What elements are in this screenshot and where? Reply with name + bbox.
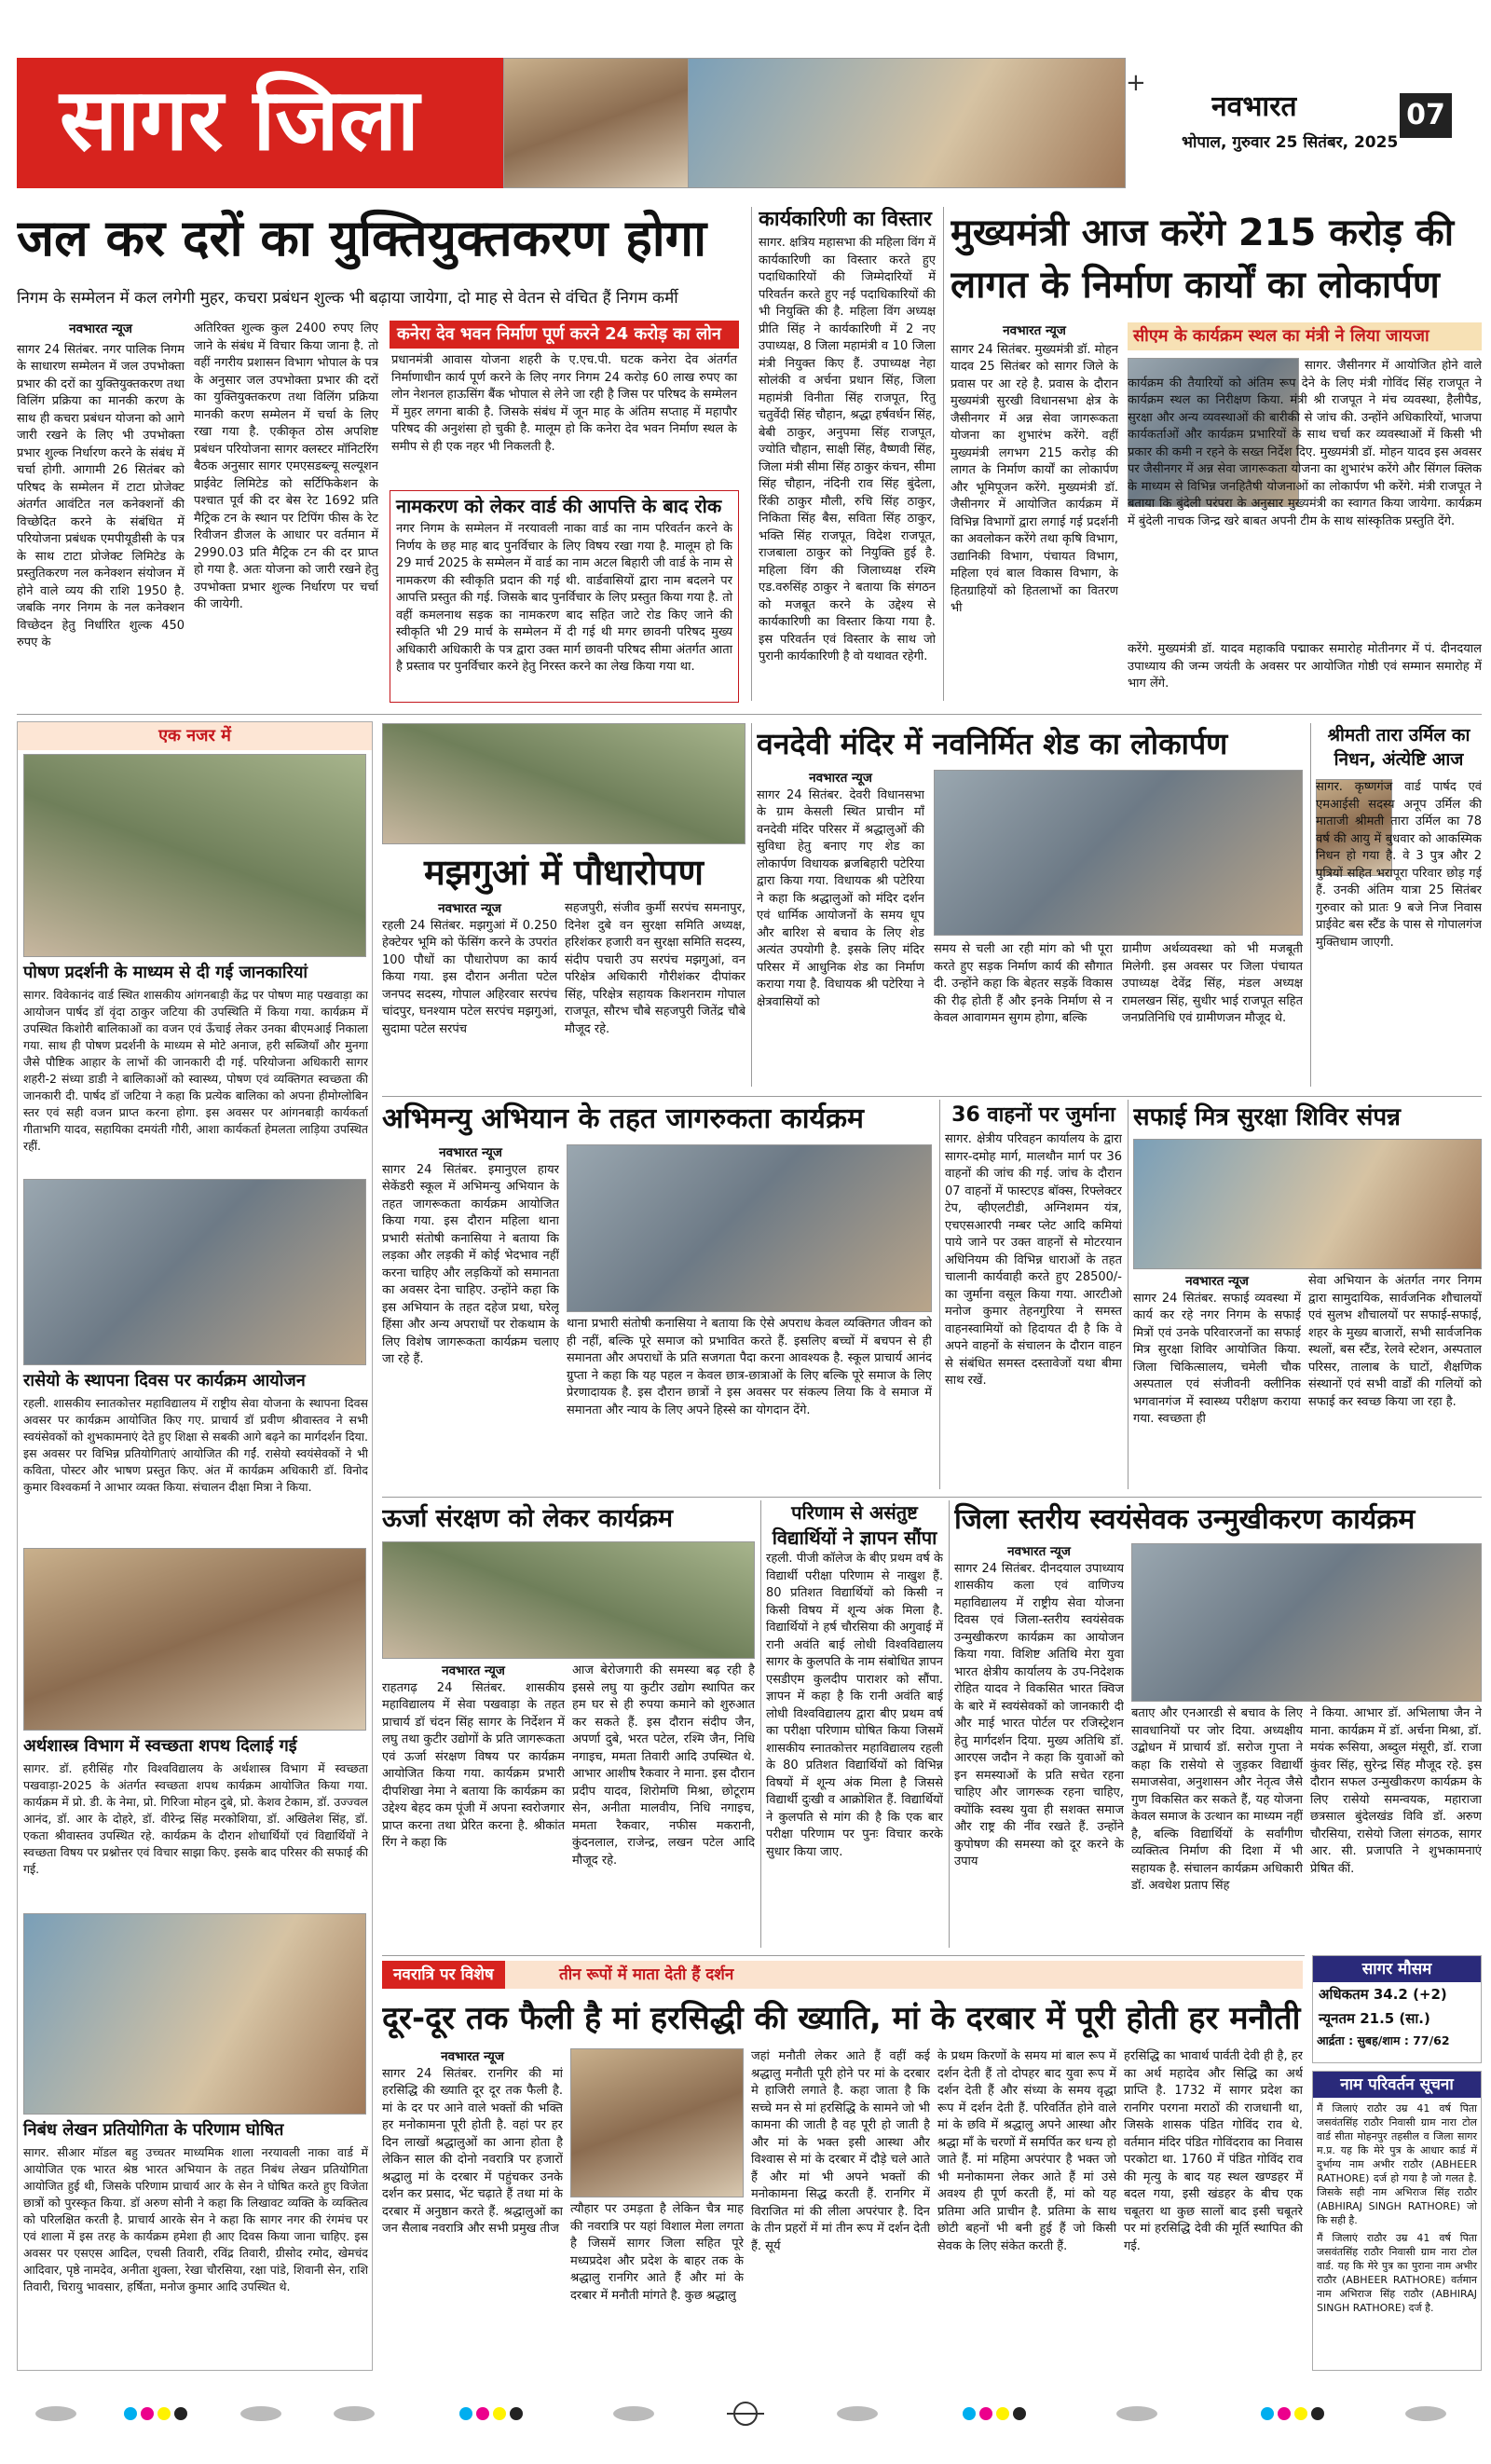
ek-nazar-label: एक नजर में — [18, 722, 372, 750]
reg-mark-top: + — [1126, 69, 1146, 97]
safai-col1 — [1133, 1273, 1301, 1489]
vahan-text: सागर. क्षेत्रीय परिवहन कार्यालय के द्वारा सागर-दमोह मार्ग, मालथौन मार्ग पर 36 वाहनों की जांच की गई. जांच के दौरान 07 वाहनों में फास्टएड बॉक्स, रिफ्लेक्टर टेप, व्हीएलटीडी, अग्निशमन यंत्र, एचएसआरपी नम्बर प्लेट आदि कमियां पाये जाने पर उक्त वाहनों से मोटरयान अधिनियम की विभिन्न धाराओं के तहत चालानी कार्यवाही करते हुए 28500/- का जुर्माना वसूल किया गया. आरटीओ मनोज कुमार तेहनगुरिया ने समस्त वाहनस्वामियों को हिदायत दी है कि वे अपने वाहनों के संचालन के दौरान वाहन से संबंधित समस्त दस्तावेजों यथा बीमा साथ रखें. — [945, 1132, 1122, 1388]
navratri-text3: जहां मनौती लेकर आते हैं वहीं कई श्रद्धालु मनौती पूरी होने पर मां के दरबार मे हाजिरी लगाते है. कहा जाता है कि सच्चे मन से मां हरसिद्धि के सामने जो भी कामना की जाती है वह पूरी हो जाती है और मां के भक्त इसी आस्था और विश्वास से मां के दरबार में दौड़े चले आते हैं और मां भी अपने भक्तों की मनोकामना सिद्ध करती हैं. रानगिर में विराजित मां की लीला अपरंपार है. दिन के तीन प्रहरों में मां तीन रूप में दर्शन देती हैं. सूर्य — [751, 2049, 930, 2253]
parinam-text: रहली. पीजी कॉलेज के बीए प्रथम वर्ष के विद्यार्थी परीक्षा परिणाम से नाखुश हैं. 80 प्रतिशत विद्यार्थियों को किसी न किसी विषय में शून्य अंक मिला है. विद्यार्थियों ने हर्ष चौरसिया की अगुवाई में रानी अवंति बाई लोधी विश्वविद्यालय सागर के कुलपति के नाम संबोधित ज्ञापन एसडीएम कुलदीप पाराशर को सौंपा. ज्ञापन में कहा है कि रानी अवंति बाई लोधी विश्वविद्यालय द्वारा बीए प्रथम वर्ष का परीक्षा परिणाम घोषित किया जिसमें शासकीय स्नातकोत्तर महाविद्यालय रहली के 80 प्रतिशत विद्यार्थियों को विभिन्न विषयों में शून्य अंक मिला है जिससे विद्यार्थी दुःखी व आक्रोशित हैं. विद्यार्थियों ने कुलपति से मांग की है कि एक बार परीक्षा परिणाम पर पुनः विचार करके सुधार किया जाए. — [766, 1552, 943, 1859]
abhimanyu-byline: नवभारत न्यूज — [439, 1145, 502, 1160]
cm-subhead-box — [1128, 322, 1482, 350]
urja-text2: आज बेरोजगारी की समस्या बढ़ रही है इससे लघु या कुटीर उद्योग स्थापित कर हम घर से ही रुपया कमाने को शुरुआत कर सकते हैं. इस दौरान संदीप जैन, अपर्णा दुबे, भरत पटेल, रश्मि जैन, निधि नगाइच, ममता तिवारी आदि उपस्थित थे. आभार आशीष रैकवार ने माना. इस दौरान प्रदीप यादव, शिरोमणि मिश्रा, छोटूराम सेन, अनीता मालवीय, निधि नगाइच, ममता रैकवार, नफीस मकरानी, कुंदनलाल, राजेन्द्र, लखन पटेल आदि मौजूद रहे. — [572, 1663, 755, 1868]
navratri-headline: दूर-दूर तक फैली है मां हरसिद्धी की ख्याति, मां के दरबार में पूरी होती हर मनौती — [382, 2000, 1301, 2037]
vahan-story — [945, 1100, 1122, 1489]
karyakarini-headline: कार्यकारिणी का विस्तार — [759, 208, 932, 231]
raseyo-photo — [23, 1179, 366, 1365]
divider — [751, 207, 752, 701]
header-photo-sculpture — [503, 58, 690, 188]
ek-nazar-item-text: सागर. विवेकानंद वार्ड स्थित शासकीय आंगनबाड़ी केंद्र पर पोषण माह पखवाड़ा का आयोजन पार्षद डॉ वृंदा ठाकुर जटिया की उपस्थिति में किया गया. कार्यक्रम में उपस्थित किशोरी बालिकाओं का वजन एवं ऊँचाई लेकर उनका बीएमआई निकाला गया. साथ ही पोषण प्रदर्शनी के माध्यम से मोटे अनाज, हरी सब्जियाँ और मुनगा जैसे पौष्टिक आहार के लाभों की जानकारी दी गई. परियोजना अधिकारी सागर शहरी-2 संध्या डाडी ने बालिकाओं को स्वास्थ्य, पोषण एवं व्यक्तिगत स्वच्छता की जानकारी दी. पार्षद डॉ जटिया ने कहा कि प्रत्येक बालिका को अपना हीमोग्लोबिन स्तर एवं सही वजन प्राप्त करना होगा. इस अवसर पर आंगनबाड़ी कार्यकर्ता गीताभगि यादव, सहायिका दमयंती गौरी, आशा कार्यकर्ता हेमलता लाड़िया उपस्थित रहीं. — [23, 988, 368, 1153]
vanadevi-headline: वनदेवी मंदिर में नवनिर्मित शेड का लोकार्पण — [757, 726, 1228, 761]
parinam-headline: परिणाम से असंतुष्ट विद्यार्थियों ने ज्ञापन सौंपा — [772, 1501, 937, 1549]
ek-nazar-column — [17, 721, 373, 2371]
majhguan-headline: मझगुआं में पौधारोपण — [424, 852, 704, 893]
safai-photo — [1133, 1139, 1482, 1269]
nibandh-photo — [23, 1913, 366, 2115]
color-registration-marks — [0, 2382, 1491, 2464]
vanadevi-text1: सागर 24 सितंबर. देवरी विधानसभा के ग्राम केसली स्थित प्राचीन माँ वनदेवी मंदिर परिसर में श्रद्धालुओं की सुविधा हेतु बनाए गए शेड का लोकार्पण विधायक ब्रजबिहारी पटेरिया द्वारा किया गया. विधायक श्री पटेरिया ने कहा कि श्रद्धालुओं को मंदिर दर्शन एवं धार्मिक आयोजनों के समय धूप और बारिश से बचाव के लिए शेड अत्यंत उपयोगी है. इसके लिए मंदिर परिसर में आधुनिक शेड का निर्माण कराया गया है. विधायक श्री पटेरिया ने क्षेत्रवासियों को — [757, 787, 924, 1009]
vanadevi-byline: नवभारत न्यूज — [809, 771, 872, 786]
swayamsevak-headline: जिला स्तरीय स्वयंसेवक उन्मुखीकरण कार्यक्रम — [954, 1503, 1416, 1536]
top-registration-strip — [0, 0, 1491, 56]
cm-text2: सागर. जैसीनगर में आयोजित होने वाले कार्यक्रम की तैयारियों को अंतिम रूप देने के लिए मंत्री गोविंद सिंह राजपूत ने कार्यक्रम स्थल का निरीक्षण किया. मंत्री श्री राजपूत ने मंच व्यवस्था, हैलीपैड, सुरक्षा और अन्य व्यवस्थाओं की बारीकी से जांच की. उन्होंने अधिकारियों, भाजपा कार्यकर्ताओं और कार्यक्रम प्रभारियों के साथ चर्चा कर व्यवस्थाओं में किसी भी प्रकार की कमी न रहने के सख्त निर्देश दिए. मुख्यमंत्री डॉ. मोहन यादव इस अवसर पर जैसीनगर में अन्न सेवा जागरूकता योजना का शुभारंभ करेंगे और सिंगल क्लिक के माध्यम से विभिन्न जनहितैषी योजनाओं का लोकार्पण भी करेंगे. मंत्री राजपूत ने बताया कि बुंदेली परंपरा के अनुसार मुख्यमंत्री का स्वागत किया जायेगा. कार्यक्रम में बुंदेली नाचक जिन्द्र खरे बाबत अपनी टीम के साथ सांस्कृतिक प्रस्तुति देंगे. — [1128, 359, 1482, 528]
mausam-humidity: आर्द्रता : सुबह/शाम : 77/62 — [1317, 2033, 1450, 2047]
naam-title: नाम परिवर्तन सूचना — [1313, 2072, 1481, 2098]
divider — [939, 1100, 940, 1489]
navratri-tag-bar — [382, 1961, 1303, 1989]
karyakarini-story — [759, 207, 936, 701]
lead-col2: अतिरिक्त शुल्क कुल 2400 रुपए लिए जाने के संबंध में विचार किया जाना है. तो वहीं नगरीय प्रशासन विभाग भोपाल के पत्र के अनुसार जल उपभोक्ता प्रभार की दरों का युक्तियुक्तकरण तथा विलिंग प्रक्रिया मानकी करण सम्मेलन में चर्चा के लिए रखा गया है. एकीकृत ठोस अपशिष्ट प्रबंधन परियोजना सागर क्लस्टर मॉनिटरिंग बैठक अनुसार सागर एमएसडब्ल्यू सल्यूशन प्राईवेट लिमिटेड को सर्टिफिकेशन के पश्चात पूर्व की दर बेस रेट 1692 प्रति मैट्रिक टन के स्थान पर टिपिंग फीस के रेट रिवीजन डीजल के आधार पर वर्तमान में 2990.03 प्रति मैट्रिक टन की दर प्राप्त हो गया है. अतः योजना को जारी रखने हेतु उपभोक्ता प्रभार शुल्क निर्धारण पर चर्चा की जायेगी. — [194, 322, 378, 611]
divider — [1128, 1100, 1129, 1489]
swayamsevak-col1 — [954, 1543, 1124, 1948]
lead-box1-text: प्रधानमंत्री आवास योजना शहरी के ए.एच.पी. घटक कनेरा देव अंतर्गत निर्माणाधीन कार्य पूर्ण करने के लिए नगर निगम 24 करोड़ 60 लाख रुपए का लोन नेशनल हाऊसिंग बैंक भोपाल से लेने जा रही है जिस पर परिषद के सम्मेलन में मुहर लगना बाकी है. जिसके संबंध में जून माह के अंतिम सप्ताह में महापौर परिषद की अनुशंसा हो चुकी है. मालूम हो कि कनेरा देव भवन निर्माण स्थल के समीप से ही एक नहर भी निकलती है. — [391, 353, 737, 454]
cm-byline: नवभारत न्यूज — [1003, 323, 1066, 338]
naam-notice: मैं जिलाएं राठौर उम्र 41 वर्ष पिता जसवंतसिंह राठौर निवासी ग्राम नारा टोल वार्ड. यह कि मेरे पुत्र का पुराना नाम अभीर राठौर (ABHEER RATHORE) वर्तमान नाम अभिराज सिंह राठौर (ABHIRAJ SINGH RATHORE) दर्ज है. — [1317, 2232, 1477, 2314]
page-number: 07 — [1400, 93, 1452, 138]
swayamsevak-text2: बताए और एनआरडी से बचाव के लिए सावधानियों पर जोर दिया. अध्यक्षीय उद्बोधन में प्राचार्य डॉ. सरोज गुप्ता ने कहा कि रासेयो से जुड़कर विद्यार्थी समाजसेवा, अनुशासन और नेतृत्व जैसे गुण विकसित कर सकते हैं, यह योजना केवल समाज के उत्थान का माध्यम नहीं है, बल्कि विद्यार्थियों के सर्वांगीण व्यक्तित्व निर्माण की दिशा में भी सहायक है. संचालन कार्यक्रम अधिकारी डॉ. अवधेश प्रताप सिंह — [1131, 1706, 1303, 1893]
vanadevi-photo — [934, 770, 1303, 936]
ek-nazar-item-headline: निबंध लेखन प्रतियोगिता के परिणाम घोषित — [23, 2120, 284, 2140]
urja-byline: नवभारत न्यूज — [442, 1663, 505, 1678]
mausam-box — [1312, 1955, 1482, 2063]
abhimanyu-col1 — [382, 1144, 559, 1489]
row-divider — [382, 1497, 1482, 1498]
divider — [760, 1500, 761, 1948]
swayamsevak-photo — [1131, 1543, 1482, 1702]
lead-headline: जल कर दरों का युक्तियुक्तकरण होगा — [17, 209, 707, 267]
divider — [1310, 723, 1311, 1087]
navratri-tag: नवरात्रि पर विशेष — [382, 1961, 505, 1989]
navratri-text5: हरसिद्धि का भावार्थ पार्वती देवी ही है, हर का अर्थ महादेव और सिद्धि का अर्थ प्राप्ति है. 1732 में सागर प्रदेश का रानगिर परगना मराठों की राजधानी था, जिसके शासक पंडित गोविंद राव थे. वर्तमान मंदिर पंडित गोविंदराव का निवास परकोटा था. 1760 में पंडित गोविंद राव की मृत्यु के बाद यह स्थल खण्डहर में बदल गया, इसी खंडहर के बीच एक चबूतरा था कुछ सालों बाद इसी चबूतरे पर मां हरसिद्धि देवी की मूर्ति स्थापित की गई. — [1124, 2049, 1303, 2253]
divider — [949, 1500, 950, 1948]
majhguan-photo — [382, 723, 746, 844]
naam-box — [1312, 2071, 1482, 2371]
lead-byline: नवभारत न्यूज — [69, 322, 132, 336]
vanadevi-text3: ग्रामीण अर्थव्यवस्था को भी मजबूती मिलेगी. इस अवसर पर जिला पंचायत उपाध्यक्ष देवेंद्र सिंह, मंडल अध्यक्ष रामलखन सिंह, सुधीर भाई राजपूत सहित जनप्रतिनिधि एवं ग्रामीणजन मौजूद थे. — [1122, 942, 1303, 1025]
tara-story — [1316, 723, 1482, 1087]
swayamsevak-text3: ने किया. आभार डॉ. अभिलाषा जैन ने माना. कार्यक्रम में डॉ. अर्चना मिश्रा, डॉ. मयंक रूसिया, अब्दुल मंसूरी, डॉ. राजा कुंवर सिंह, सुरेन्द्र सिंह मौजूद रहे. इस दौरान सफल उन्मुखीकरण कार्यक्रम के लिए रासेयो समन्वयक, महाराजा छत्रसाल बुंदेलखंड विवि डॉ. अरुण चौरसिया, रासेयो जिला संगठक, सागर आर. सी. प्रजापति ने शुभकामनाएं प्रेषित कीं. — [1310, 1706, 1482, 1876]
bottom-registration-strip — [0, 2382, 1491, 2464]
row-divider — [382, 1096, 1482, 1097]
lead-col1 — [17, 321, 185, 703]
navratri-text1: सागर 24 सितंबर. रानगिर की मां हरसिद्धि की ख्याति दूर दूर तक फैली है. मां के दर पर आने वाले भक्तों की भक्ति हर मनोकामना पूरी होती है. वहां पर हर दिन लाखों श्रद्धालुओं का आना होता है लेकिन साल की दोनो नवरात्रि पर हजारों श्रद्धालु मां के दरबार में पहुंचकर उनके दर्शन कर प्रसाद, भेंट चढ़ाते हैं तथा मां के दरबार में अनुष्ठान करते हैं. श्रद्धालुओं का जन सैलाब नवरात्रि और सभी प्रमुख तीज — [382, 2066, 563, 2236]
header-photo-lake — [688, 58, 1126, 188]
ek-nazar-item-headline: रासेयो के स्थापना दिवस पर कार्यक्रम आयोजन — [23, 1371, 306, 1390]
mausam-max: अधिकतम 34.2 (+2) — [1319, 1986, 1447, 2003]
divider — [943, 207, 944, 701]
cm-headline: मुख्यमंत्री आज करेंगे 215 करोड़ की लागत के निर्माण कार्यों का लोकार्पण — [951, 212, 1455, 307]
navratri-text4: के प्रथम किरणों के समय मां बाल रूप में दर्शन देती हैं तो दोपहर बाद युवा रूप में दर्शन देती हैं और संध्या के समय वृद्धा रूप में दर्शन देती हैं. परिवर्तित होने वाले मां के छवि में श्रद्धालु अपने आस्था और श्रद्धा माँ के चरणों में समर्पित कर धन्य हो जाते हैं. मां महिमा अपरंपार है भक्त जो भी मनोकामना लेकर आते हैं मां उसे अवश्य ही पूर्ण करती हैं, मां को यह प्रतिमा अति प्राचीन है. प्रतिमा के साथ छोटी बहनों भी बनी हुई हैं जो किसी सेवक के लिए संकेत करती हैं. — [937, 2049, 1116, 2253]
karyakarini-text: सागर. क्षत्रिय महासभा की महिला विंग में कार्यकारिणी का विस्तार करते हुए पदाधिकारियों की जिम्मेदारियों में परिवर्तन करते हुए नई पदाधिकारियों की भी नियुक्ति की है. महिला विंग अध्यक्ष प्रीति सिंह ने कार्यकारिणी में 2 नए उपाध्यक्ष, 8 जिला महामंत्री व 10 जिला मंत्री नियुक्त किए हैं. उपाध्यक्ष नेहा सोलंकी व अर्चना प्रधान सिंह, जिला महामंत्री विनीता सिंह राजपूत, रितु चतुर्वेदी सिंह चौहान, श्रद्धा हर्षवर्धन सिंह, बेबी ठाकुर, अनुपमा सिंह राजपूत, ज्योति चौहान, साक्षी सिंह, वैष्णवी सिंह, जिला मंत्री सीमा सिंह ठाकुर कंचन, सीमा सिंह चौहान, नंदिनी राव सिंह बुंदेला, रिंकी ठाकुर मौली, रुचि सिंह ठाकुर, निकिता सिंह बैस, सविता सिंह ठाकुर, भक्ति सिंह राजपूत, विदेश राजपूत, राजबाला ठाकुर को नियुक्ति हुई है. महिला विंग की जिलाध्यक्ष रश्मि एड.वरुसिंह ठाकुर ने बताया कि संगठन को मजबूत करने के उद्देश्य से कार्यकारिणी का विस्तार किया गया है. इस परिवर्तन एवं विस्तार के साथ जो पुरानी कार्यकारिणी है वो यथावत रहेगी. — [759, 236, 936, 664]
cm-col1 — [951, 322, 1118, 703]
paper-name: नवभारत — [1211, 90, 1297, 123]
lead-box1 — [390, 321, 739, 481]
vanadevi-col1 — [757, 770, 924, 1087]
ek-nazar-item-headline: अर्थशास्त्र विभाग में स्वच्छता शपथ दिलाई गई — [23, 1736, 297, 1756]
mausam-title: सागर मौसम — [1313, 1956, 1481, 1982]
row-divider — [382, 1955, 1305, 1956]
vanadevi-text2: समय से चली आ रही मांग को भी पूरा करते हुए सड़क निर्माण कार्य की सौगात दी. उन्होंने कहा कि बेहतर सड़कें विकास की रीढ़ होती हैं और इनके निर्माण से न केवल आवागमन सुगम होगा, बल्कि — [934, 942, 1113, 1025]
safai-headline: सफाई मित्र सुरक्षा शिविर संपन्न — [1133, 1103, 1401, 1131]
safai-text1: सागर 24 सितंबर. सफाई व्यवस्था में कार्य कर रहे नगर निगम के सफाई मित्रों एवं उनके परिवारजनों का सफाई मित्र सुरक्षा शिविर आयोजित किया. जिला चिकित्सालय, चमेली चौक अस्पताल एवं संजीवनी क्लीनिक भगवानगंज में स्वास्थ्य परीक्षण कराया गया. स्वच्छता ही — [1133, 1291, 1301, 1426]
tara-text: सागर. कृष्णगंज वार्ड पार्षद एवं एमआईसी सदस्य अनूप उर्मिल की माताजी श्रीमती तारा उर्मिल का 78 वर्ष की आयु में बुधवार को आकस्मिक निधन हो गया है. वे 3 पुत्र और 2 पुत्रियों सहित भरापूरा परिवार छोड़ गई हैं. उनकी अंतिम यात्रा 25 सितंबर गुरुवार को प्रातः 9 बजे निज निवास प्राईवेट बस स्टैंड के पास से गोपालगंज मुक्तिधाम जाएगी. — [1316, 780, 1482, 950]
abhimanyu-quote: थाना प्रभारी संतोषी कनासिया ने बताया कि ऐसे अपराध केवल व्यक्तिगत जीवन को ही नहीं, बल्कि पूरे समाज को प्रभावित करते हैं. इसलिए बच्चों में बचपन से ही समानता और अपराधों के प्रति सजगता पैदा करना आवश्यक है. स्कूल प्राचार्य आनंद ग्रुप्ता ने कहा कि यह पहल न केवल छात्र-छात्राओं के लिए बल्कि पूरे समाज के लिए प्रेरणादायक है. इस दौरान छात्रों ने इस अवसर पर संकल्प लिया कि वे समाज में समानता और न्याय के लिए अपने हिस्से का योगदान देंगे. — [567, 1317, 932, 1417]
swayamsevak-text1: सागर 24 सितंबर. दीनदयाल उपाध्याय शासकीय कला एवं वाणिज्य महाविद्यालय में राष्ट्रीय सेवा योजना दिवस एवं जिला-स्तरीय स्वयंसेवक उन्मुखीकरण कार्यक्रम का आयोजन किया गया. विशिष्ट अतिथि मेरा युवा भारत क्षेत्रीय कार्यालय के उप-निदेशक रोहित यादव ने विकसित भारत क्विज के बारे में स्वयंसेवकों को जानकारी दी और माई भारत पोर्टल पर रजिस्ट्रेशन हेतु मार्गदर्शन दिया. मुख्य अतिथि डॉ. आरएस जदौन ने कहा कि युवाओं को इन समस्याओं के प्रति सचेत रहना चाहिए और जागरूक रहना चाहिए, क्योंकि स्वस्थ युवा ही सशक्त समाज और राष्ट्र की नींव रखते हैं. उन्होंने कुपोषण की समस्या को दूर करने के उपाय — [954, 1561, 1124, 1869]
ek-nazar-item-text: सागर. डॉ. हरीसिंह गौर विश्वविद्यालय के अर्थशास्त्र विभाग में स्वच्छता पखवाड़ा-2025 के अंतर्गत स्वच्छता शपथ कार्यक्रम आयोजित किया गया. कार्यक्रम में प्रो. डी. के नेमा, प्रो. गिरिजा मोहन दुबे, प्रो. केशव टेकाम, डॉ. उज्ज्वल आनंद, डॉ. आर के दोहरे, डॉ. वीरेन्द्र सिंह मरकोशिया, डॉ. अखिलेश सिंह, डॉ. एकता श्रीवास्तव उपस्थित रहे. कार्यक्रम के दौरान शोधार्थियों एवं विद्यार्थियों ने स्वच्छता विषय पर प्रश्नोत्तर एवं विचार साझा किए. इसके बाद परिसर की सफाई की गई. — [23, 1761, 368, 1876]
ek-nazar-item-headline: पोषण प्रदर्शनी के माध्यम से दी गई जानकारियां — [23, 963, 308, 982]
mausam-min: न्यूनतम 21.5 (सा.) — [1319, 2010, 1430, 2027]
safai-text2: सेवा अभियान के अंतर्गत नगर निगम द्वारा सामुदायिक, सार्वजनिक शौचालयों एवं सुलभ शौचालयों पर सफाई-सफाई, शहर के मुख्य बाजारों, सभी सार्वजनिक स्थलों, बस स्टैंड, रेलवे स्टेशन, अस्पताल परिसर, तालाब के घाटों, शैक्षणिक संस्थानों एवं सभी वार्डों की गलियों को सफाई कर स्वच्छ किया जा रहा है. — [1308, 1274, 1482, 1409]
abhimanyu-photo — [567, 1144, 932, 1312]
tara-headline: श्रीमती तारा उर्मिल का निधन, अंत्येष्टि आज — [1327, 725, 1470, 770]
urja-headline: ऊर्जा संरक्षण को लेकर कार्यक्रम — [382, 1504, 674, 1533]
ek-nazar-item-text: सागर. सीआर मॉडल बहु उच्चतर माध्यमिक शाला नरयावली नाका वार्ड में आयोजित एक भारत श्रेष्ठ भारत अभियान के तहत निबंध लेखन प्रतियोगिता आयोजित हुई थी, जिसके परिणाम प्राचार्य आर के सेन ने घोषित करते हुए विजेता छात्रों को पुरस्कृत किया. डॉ अरुण सोनी ने कहा कि लिखावट व्यक्ति के व्यक्तित्व को परिलक्षित करती है. प्राचार्य आरके सेन ने कहा कि सागर नगर की रंगमंच पर एवं शाला में इस तरह के कार्यक्रम हमेशा ही आए दिवस किया जाना चाहिए. इस अवसर पर एसएस आदिल, एचसी तिवारी, रविंद्र तिवारी, ग्रीसोद रमोद, खेमचंद आदिवार, पृष्ठे नामदेव, अनीता शुक्ला, रेखा चौरसिया, रक्षा पांडे, शिवानी सेन, राशि तिवारी, चिरायु भावसार, हर्षिता, मनोज कुमार आदि उपस्थित थे. — [23, 2145, 368, 2293]
vahan-headline: 36 वाहनों पर जुर्माना — [951, 1103, 1115, 1127]
lead-box2 — [390, 490, 739, 703]
majhguan-text1: रहली 24 सितंबर. मझगुआं में 0.250 हेक्टेयर भूमि को फेंसिंग करने के उपरांत 100 पौधों का पौधारोपण का कार्य किया गया. इस दौरान अनीता पटेल जनपद सदस्य, गोपाल अहिरवार सरपंच चांदपुर, घनश्याम पटेल सरपंच मझगुआं, सुदामा पटेल सरपंच — [382, 918, 557, 1036]
cm-text2-mask — [1128, 358, 1305, 509]
lead-box1-title: कनेरा देव भवन निर्माण पूर्ण करने 24 करोड़ का लोन — [390, 321, 739, 349]
majhguan-byline: नवभारत न्यूज — [438, 901, 501, 916]
abhimanyu-text1: सागर 24 सितंबर. इमानुएल हायर सेकेंडरी स्कूल में अभिमन्यु अभियान के तहत जागरूकता कार्यक्रम आयोजित किया गया. इस दौरान महिला थाना प्रभारी संतोषी कनासिया ने बताया कि लड़का और लड़की में कोई भेदभाव नहीं करना चाहिए और लड़कियों को समानता का अवसर देना चाहिए. उन्होंने कहा कि इस अभियान के तहत दहेज प्रथा, घरेलू हिंसा और अन्य अपराधों पर रोकथाम के लिए विशेष जागरूकता कार्यक्रम चलाए जा रहे हैं. — [382, 1162, 559, 1366]
urja-col1 — [382, 1663, 565, 1948]
lead-subheadline: निगम के सम्मेलन में कल लगेगी मुहर, कचरा प्रबंधन शुल्क भी बढ़ाया जायेगा, दो माह से वेतन से वंचित हैं निगम कर्मी — [17, 289, 678, 308]
abhimanyu-headline: अभिमन्यु अभियान के तहत जागरुकता कार्यक्रम — [382, 1102, 864, 1135]
lead-box2-text: नगर निगम के सम्मेलन में नरयावली नाका वार्ड का नाम परिवर्तन करने के निर्णय के छह माह बाद पुनर्विचार के लिए विषय रखा गया है. मालूम हो कि 29 मार्च 2025 के सम्मेलन में वार्ड का नाम अटल बिहारी जी वार्ड के नाम से नामकरण की स्वीकृति प्रदान की गई थी. वार्डवासियों द्वारा नाम बदलने पर आपत्ति प्रस्तुत की गई. जिसके बाद पुनर्विचार के लिए प्रस्तुत किया गया है. तो वहीं कमलनाथ सड़क का नामकरण बाद सहित जाटे रोड किए जाने की स्वीकृति भी 29 मार्च के सम्मेलन में दी गई थी मगर छावनी परिषद मुख्य अधिकारी अधिकारी के पत्र द्वारा उक्त मार्ग छावनी परिषद सीमा अंतर्गत आता है प्रस्ताव पर पुनर्विचार करने हेतु निरस्त करने का लेख किया गया था. — [396, 522, 732, 674]
navratri-subtag: तीन रूपों में माता देती हैं दर्शन — [559, 1965, 734, 1984]
dateline: भोपाल, गुरुवार 25 सितंबर, 2025 — [1182, 133, 1399, 152]
section-title: सागर जिला — [60, 70, 419, 170]
swachhta-photo — [23, 1548, 366, 1731]
ek-nazar-item-text: रहली. शासकीय स्नातकोत्तर महाविद्यालय में राष्ट्रीय सेवा योजना के स्थापना दिवस अवसर पर कार्यक्रम आयोजित किए गए. प्राचार्य डॉ प्रवीण श्रीवास्तव ने सभी स्वयंसेवकों को शुभकामनाएं देते हुए शिक्षा से सबकी आगे बढ़ने का मार्गदर्शन दिया. इस अवसर पर विभिन्न प्रतियोगिताएं आयोजित की गईं. रासेयो स्वयंसेवकों ने भी कविता, पोस्टर और भाषण प्रस्तुत किए. अंत में कार्यक्रम अधिकारी डॉ. विनोद कुमार विश्वकर्मा ने आभार व्यक्त किया. संचालन दीक्षा मित्रा ने किया. — [23, 1396, 368, 1494]
cm-subhead: सीएम के कार्यक्रम स्थल का मंत्री ने लिया जायजा — [1133, 326, 1429, 346]
majhguan-col1 — [382, 900, 557, 1087]
cm-text3: करेंगे. मुख्यमंत्री डॉ. यादव महाकवि पद्माकर समारोह मोतीनगर में पं. दीनदयाल उपाध्याय की जन्म जयंती के अवसर पर आयोजित गोष्ठी एवं सम्मान समारोह में भाग लेंगे. — [1128, 642, 1482, 691]
naam-notice: मैं जिलाएं राठौर उम्र 41 वर्ष पिता जसवंतसिंह राठौर निवासी ग्राम नारा टोल वार्ड सीता मोहनपुर तहसील व जिला सागर म.प्र. यह कि मेरे पुत्र के आधार कार्ड में दुर्भाग्य नाम अभीर राठौर (ABHEER RATHORE) दर्ज हो गया है जो गलत है. जिसके सही नाम अभिराज सिंह राठौर (ABHIRAJ SINGH RATHORE) जो कि सही है. — [1317, 2102, 1477, 2226]
safai-byline: नवभारत न्यूज — [1185, 1274, 1249, 1289]
row-divider — [17, 714, 1482, 715]
swayamsevak-byline: नवभारत न्यूज — [1007, 1544, 1071, 1559]
divider — [751, 723, 752, 1087]
cm-text1: सागर 24 सितंबर. मुख्यमंत्री डॉ. मोहन यादव 25 सितंबर को सागर जिले के प्रवास पर आ रहे है. प्रवास के दौरान मुख्यमंत्री सुरखी विधानसभा क्षेत्र के जैसीनगर में अन्न सेवा जागरूकता योजना का शुभारंभ करेंगे. वहीं मुख्यमंत्री लगभग 215 करोड़ की लागत के निर्माण कार्यों का लोकार्पण और भूमिपूजन करेंगे. मुख्यमंत्री डॉ. जैसीनगर में आयोजित कार्यक्रम में विभिन्न विभागों द्वारा लगाई गई प्रदर्शनी का अवलोकन करेंगे तथा कृषि विभाग, उद्यानिकी विभाग, पंचायत विभाग, महिला एवं बाल विकास विभाग, के हितग्राहियों को हितलाभों का वितरण भी — [951, 342, 1118, 615]
navratri-text2: त्यौहार पर उमड़ता है लेकिन चैत्र माह की नवरात्रि पर यहां विशाल मेला लगता है जिसमें सागर जिला सहित पूरे मध्यप्रदेश और प्रदेश के बाहर तक के श्रद्धालु रानगिर आते हैं और मां के दरबार में मनौती मांगते है. कुछ श्रद्धालु — [570, 2202, 744, 2303]
parinam-story — [766, 1500, 943, 1948]
lead-col1-text: सागर 24 सितंबर. नगर पालिक निगम के साधारण सम्मेलन में जल उपभोक्ता प्रभार की दरों का युक्तियुक्तकरण तथा विलिंग प्रक्रिया का मानकी करण के साथ ही कचरा प्रबंधन योजना को आगे जारी रखने के लिए भी उपभोक्ता प्रभार शुल्क निर्धारण करने के संबंध में चर्चा होगी. आगामी 26 सितंबर को परिषद के सम्मेलन में टाटा प्रोजेक्ट अंतर्गत आवंटित नल कनेक्शनों की विच्छेदित करने के संबंधित में परियोजना प्रबंधक एमपीयूडीसी के पत्र के साथ टाटा प्रोजेक्ट लिमिटेड के प्रस्तुतिकरण नल कनेक्शन संयोजन में होने वाले व्यय की राशि 1950 है. जबकि नगर निगम के नल कनेक्शन विच्छेदन हेतु निर्धारित शुल्क 450 रुपए के — [17, 342, 185, 650]
majhguan-text2: सहजपुरी, संजीव कुर्मी सरपंच समनापुर, दिनेश दुबे वन सुरक्षा समिति अध्यक्ष, हरिशंकर हजारी वन सुरक्षा समिति सदस्य, संदीप पचारी उप सरपंच मझगुआं, वन परिक्षेत्र अधिकारी गौरीशंकर दीपांकर सिंह, परिक्षेत्र सहायक किशनराम गोपाल राजपूत, सौरभ चौबे सहजपुरी जितेंद्र चौबे मौजूद रहे. — [565, 901, 746, 1036]
urja-text1: राहतगढ़ 24 सितंबर. शासकीय महाविद्यालय में सेवा पखवाड़ा के तहत प्राचार्य डॉ चंदन सिंह सागर के निर्देशन में लघु तथा कुटीर उद्योगों के प्रति जागरूकता एवं ऊर्जा संरक्षण विषय पर कार्यक्रम आयोजित किया गया. कार्यक्रम प्रभारी दीपशिखा नेमा ने बताया कि कार्यक्रम का उद्देश्य बेहद कम पूंजी में अपना स्वरोजगार प्राप्त करना तथा प्रेरित करना है. श्रीकांत रिंग ने कहा कि — [382, 1680, 565, 1850]
navratri-photo — [570, 2048, 744, 2197]
urja-photo — [382, 1541, 755, 1659]
navratri-col1 — [382, 2048, 563, 2371]
navratri-byline: नवभारत न्यूज — [441, 2049, 504, 2064]
lead-box2-title: नामकरण को लेकर वार्ड की आपत्ति के बाद रोक — [396, 495, 722, 517]
poshan-photo — [23, 754, 366, 957]
